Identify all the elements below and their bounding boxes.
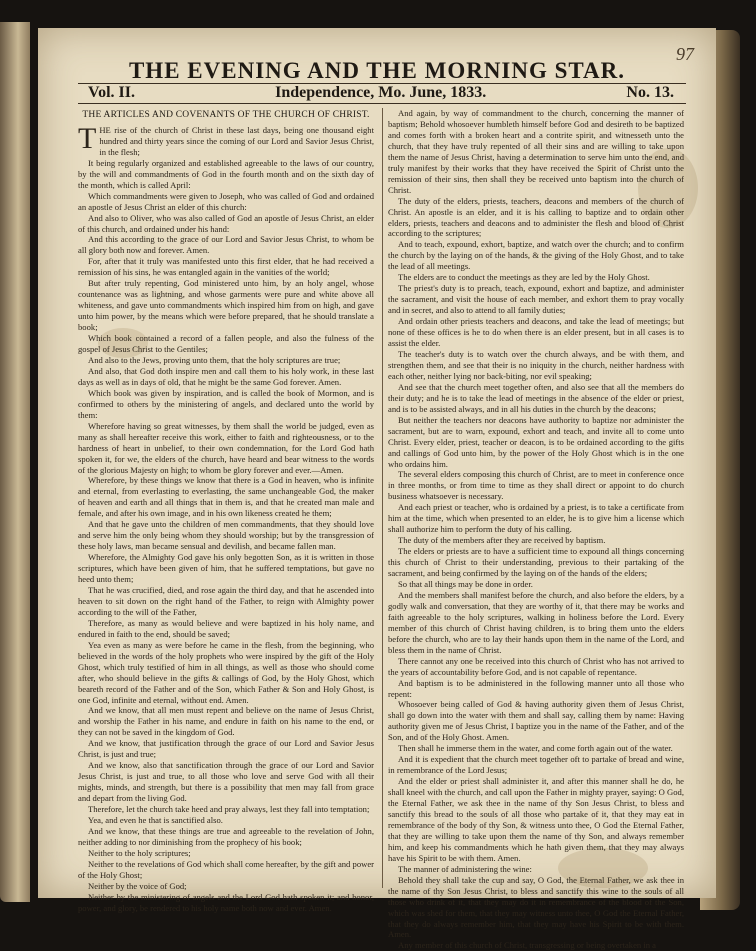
paragraph: Neither by the ministering of angels and the Lord God hath spoken it; and honor, power, and glory, be rendered to his holy name both now and ever. Amen.	[78, 891, 374, 913]
newspaper-page	[38, 28, 716, 951]
paragraph: Which book contained a record of a fallen people, and also the fulness of the gospel of Jesus Christ to the Gentiles;	[78, 333, 374, 355]
paragraph: Neither to the revelations of God which shall come hereafter, by the gift and power of the Holy Ghost;	[78, 858, 374, 880]
paragraph: And we know, that all men must repent and believe on the name of Jesus Christ, and worship the Father in his name, and endure in faith on his name to the end, or they can not be saved in the kingdom of God.	[78, 705, 374, 738]
paragraph: And the members shall manifest before the church, and also before the elders, by a godly walk and conversation, that they are worthy of it, that there may be works and faith agreeable to the holy scriptures, walking in holiness before the Lord. Every member of this church of Christ having children, is to bring them unto the elders before the church, who are to lay their hands upon them in the name of the Lord, and bless them in the name of Christ.	[388, 589, 684, 655]
paragraph: And each priest or teacher, who is ordained by a priest, is to take a certificate from him at the time, which when presented to an elder, he is to give him a license which shall authorize him to perform the duty of his calling.	[388, 502, 684, 535]
paragraph: That he was crucified, died, and rose again the third day, and that he ascended into heaven to sit down on the right hand of the Father, to reign with Almighty power according to the will of the Father,	[78, 584, 374, 617]
paragraph: But after truly repenting, God ministered unto him, by an holy angel, whose countenance was as lightning, and whose garments were pure and white above all whiteness, and gave unto commandments which inspired him from on high, and gave unto him power, by the means which were before prepared, that he should translate a book;	[78, 278, 374, 333]
page-number: 97	[676, 44, 694, 64]
paragraph: And see that the church meet together often, and also see that all the members do their duty; and he is to take the lead of meetings in the absence of the elder or priest, and is to be assisted always, and in all his duties in the church by the deacons;	[388, 381, 684, 414]
paragraph: Whosoever being called of God & having authority given them of Jesus Christ, shall go down into the water with them and shall say, calling them by name: Having authority given me of Jesus Christ, I baptize you in the name of the Father, and of the Son, and of the Holy Ghost. Amen.	[388, 699, 684, 743]
paragraph: And baptism is to be administered in the following manner unto all those who repent:	[388, 677, 684, 699]
paragraph: Any member of this church of Christ, transgressing or being overtaken in a	[398, 940, 656, 951]
paragraph: Therefore, as many as would believe and were baptized in his holy name, and endured in faith to the end, should be saved;	[78, 617, 374, 639]
paragraph: The teacher's duty is to watch over the church always, and be with them, and strengthen them, and see that their is no iniquity in the church, neither hardness with each other, neither lying nor back-biting, nor evil speaking;	[388, 348, 684, 381]
paragraph: It being regularly organized and established agreeable to the laws of our country, by the will and commandments of God in the fourth month and on the sixth day of the month, which is called April:	[78, 157, 374, 190]
paragraph: Yea, and even he that is sanctified also.	[88, 815, 223, 825]
paragraph: For, after that it truly was manifested unto this first elder, that he had received a remission of his sins, he was entangled again in the vanities of the world;	[78, 256, 374, 278]
paragraph: The several elders composing this church of Christ, are to meet in conference once in three months, or from time to time as they shall direct or appoint to do church business whatsoever is necessary.	[388, 469, 684, 502]
previous-page-edge	[0, 22, 30, 902]
paragraph: But neither the teachers nor deacons have authority to baptize nor administer the sacrament, but are to warn, expound, exhort and teach, and invite all to come unto Christ. Every elder, priest, teacher or deacon, is to be ordained according to the gifts and callings of God unto him, by the power of the Holy Ghost which is in the one who ordains him.	[388, 414, 684, 469]
paragraph: And ordain other priests teachers and deacons, and take the lead of meetings; but none of these offices is he to do when there is an elder present, but in all cases is to assist the elder.	[388, 316, 684, 349]
paragraph: And to teach, expound, exhort, baptize, and watch over the church; and to confirm the church by the laying on of the hands, & the giving of the Holy Ghost, and to take the lead of all meetings.	[388, 239, 684, 272]
paragraph: Which commandments were given to Joseph, who was called of God and ordained an apostle of Jesus Christ an elder of this church:	[78, 190, 374, 212]
article-headline: THE ARTICLES AND COVENANTS OF THE CHURCH OF CHRIST.	[82, 110, 370, 120]
paragraph: Behold they shall take the cup and say, O God, the Eternal Father, we ask thee in the name of thy Son Jesus Christ, to bless and sanctify this wine to the souls of all those who drink of it, that they may do it in remembrance of the blood of the Son, which was shed for them, that they may witness unto thee, O God the Eternal Father, that they do always remember him, that they may have his Spirit to be with them. Amen.	[388, 874, 684, 940]
paragraph: Neither to the holy scriptures;	[88, 847, 191, 858]
paragraph: Neither by the voice of God;	[88, 880, 187, 891]
left-column	[78, 108, 374, 913]
paragraph: There cannot any one be received into this church of Christ who has not arrived to the years of accountability before God, and is not capable of repentance.	[388, 655, 684, 677]
paragraph: The elders or priests are to have a sufficient time to expound all things concerning this church of Christ to their understanding, previous to their partaking of the sacrament, and being confirmed by the laying on of the hands of the elders;	[388, 546, 684, 579]
bottom-rule	[78, 103, 686, 104]
paragraph: And it is expedient that the church meet together oft to partake of bread and wine, in remembrance of the Lord Jesus;	[388, 754, 684, 776]
paragraph: And also to Oliver, who was also called of God an apostle of Jesus Christ, an elder of this church, and ordained under his hand:	[78, 212, 374, 234]
column-divider	[382, 108, 383, 888]
paragraph: Therefore, let the church take heed and pray always, lest they fall into temptation;	[88, 804, 370, 815]
paragraph: And we know, that justification through the grace of our Lord and Savior Jesus Christ, is just and true;	[78, 738, 374, 760]
paragraph: Yea even as many as were before he came in the flesh, from the beginning, who believed in the words of the holy prophets who were inspired by the gift of the Holy Ghost, which truly testified of him in all things, as well as those who should come after, who should believe in the gifts & callings of God, by the Holy Ghost, which beareth record of the Father and of the Son, which Father & Son and Holy Ghost, is one God, infinite and eternal, without end. Amen.	[78, 639, 374, 705]
paragraph: And this according to the grace of our Lord and Savior Jesus Christ, to whom be all glory both now and forever. Amen.	[78, 234, 374, 256]
volume-label: Vol. II.	[88, 84, 135, 101]
paragraph: And also, that God doth inspire men and call them to his holy work, in these last days as well as in days of old, that he might be the same God forever. Amen.	[78, 365, 374, 387]
paragraph: The manner of administering the wine:	[398, 863, 532, 874]
paragraph: And again, by way of commandment to the church, concerning the manner of baptism; Behold whosoever humbleth himself before God and desireth to be baptized and comes forth with a broken heart and a contrite spirit, and witnesseth unto the church, that they have truly repented of all their sins and are willing to take upon them the name of Jesus Christ, having a determination to serve him unto the end, and truly manifest by their works that they have received the Spirit of Christ unto the remission of their sins, then shall they be received unto baptism into the church of Christ.	[388, 108, 684, 195]
drop-cap: T	[78, 121, 97, 155]
paragraph: Then shall he immerse them in the water, and come forth again out of the water.	[398, 743, 673, 754]
paragraph: Which book was given by inspiration, and is called the book of Mormon, and is confirmed to others by the ministering of angels, and declared unto the world by them:	[78, 387, 374, 420]
paragraph: The elders are to conduct the meetings as they are led by the Holy Ghost.	[398, 272, 650, 283]
paragraph: The duty of the elders, priests, teachers, deacons and members of the church of Christ. An apostle is an elder, and it is his calling to baptize and to ordain other elders, priests, teachers and deacons and to administer the flesh and blood of Christ according to the scriptures;	[388, 195, 684, 239]
place-date: Independence, Mo. June, 1833.	[275, 84, 487, 101]
paragraph: Wherefore, by these things we know that there is a God in heaven, who is infinite and eternal, from everlasting to everlasting, the same unchangeable God, the maker of heaven and earth and all things that in them is, and that he created man male and female, and after his own image, and in his own likeness created he them;	[78, 475, 374, 519]
paragraph: So that all things may be done in order.	[398, 578, 533, 589]
paragraph: And also to the Jews, proving unto them, that the holy scriptures are true;	[88, 354, 341, 365]
paragraph: The priest's duty is to preach, teach, expound, exhort and baptize, and administer the sacrament, and visit the house of each member, and exhort them to pray vocally and in secret, and also to attend to all family duties;	[388, 283, 684, 316]
paragraph: The duty of the members after they are received by baptism.	[398, 535, 606, 546]
dateline	[88, 84, 674, 102]
paragraph: And the elder or priest shall administer it, and after this manner shall he do, he shall kneel with the church, and call upon the Father in mighty prayer, saying: O God, the Eternal Father, we ask thee in the name of thy Son Jesus Christ, to bless and sanctify this bread to the souls of all those who partake of it, that they may eat in remembrance of the body of thy Son, & witness unto thee, O God the Eternal Father, that they are willing to take upon them the name of thy Son, and always remember him, and keep his commandments which he hath given them, that they may always have his Spirit to be with them. Amen.	[388, 776, 684, 863]
paragraph: Wherefore, the Almighty God gave his only begotten Son, as it is written in those scriptures, which have been given of him, that he suffered temptations, but gave no heed unto them;	[78, 552, 374, 585]
paragraph: And that he gave unto the children of men commandments, that they should love and serve him the only being whom they should worship; but by the transgression of these holy laws, man became sensual and devilish, and became fallen man.	[78, 519, 374, 552]
paragraph: Wherefore having so great witnesses, by them shall the world be judged, even as many as shall hereafter receive this work, either to faith and righteousness, or to the hardness of heart in unbelief, to their own condemnation, for the Lord God hath spoken it, for we, the elders of the church, have heard and bear witness to the words of the glorious Majesty on high; to whom be glory forever and ever.—Amen.	[78, 420, 374, 475]
paragraph: HE rise of the church of Christ in these last days, being one thousand eight hundred and thirty years since the coming of our Lord and Savior Jesus Christ, in the flesh;	[99, 124, 374, 157]
issue-number: No. 13.	[626, 84, 674, 101]
paragraph: And we know, that these things are true and agreeable to the revelation of John, neither adding to nor diminishing from the prophecy of his book;	[78, 825, 374, 847]
masthead-title: THE EVENING AND THE MORNING STAR.	[128, 58, 626, 83]
paragraph: And we know, also that sanctification through the grace of our Lord and Savior Jesus Christ, is just and true, to all those who love and serve God with all their mights, minds, and strength, but there is a possibility that men may fall from grace and depart from the living God.	[78, 760, 374, 804]
right-column	[388, 108, 684, 951]
